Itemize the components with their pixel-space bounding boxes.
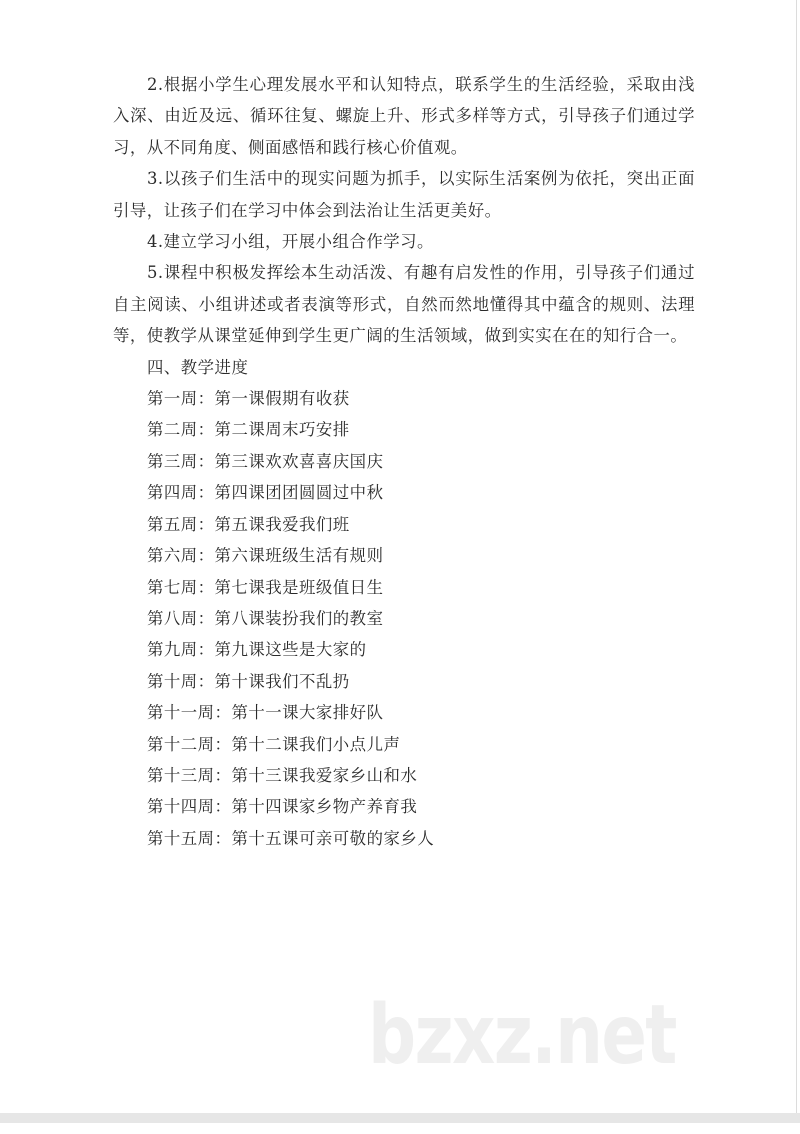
section-heading: 四、教学进度 (147, 357, 249, 377)
schedule-item: 第二周：第二课周末巧安排 (147, 420, 350, 440)
schedule-item: 第六周：第六课班级生活有规则 (147, 546, 384, 566)
schedule-item: 第十一周：第十一课大家排好队 (147, 703, 384, 723)
schedule-item: 第十四周：第十四课家乡物产养育我 (147, 797, 418, 817)
watermark-logo: bzxz.net (368, 988, 676, 1083)
paragraph-5: 5.课程中积极发挥绘本生动活泼、有趣有启发性的作用，引导孩子们通过自主阅读、小组讲述或者表演等形式，自然而然地懂得其中蕴含的规则、法理等，使教学从课堂延伸到学生更广阔的生活领域，做到实实在在的知行合一。 (113, 263, 695, 346)
schedule-item: 第五周：第五课我爱我们班 (147, 514, 350, 534)
schedule-item: 第十周：第十课我们不乱扔 (147, 671, 350, 691)
schedule-item: 第十二周：第十二课我们小点儿声 (147, 734, 401, 754)
schedule-item: 第七周：第七课我是班级值日生 (147, 577, 384, 597)
paragraph-4: 4.建立学习小组，开展小组合作学习。 (147, 232, 434, 252)
schedule-item: 第四周：第四课团团圆圆过中秋 (147, 483, 384, 503)
schedule-item: 第十五周：第十五课可亲可敬的家乡人 (147, 828, 435, 848)
schedule-list (113, 383, 695, 854)
schedule-item: 第十三周：第十三课我爱家乡山和水 (147, 765, 418, 785)
page-gap (0, 1113, 800, 1123)
paragraph-3: 3.以孩子们生活中的现实问题为抓手，以实际生活案例为依托，突出正面引导，让孩子们在学习中体会到法治让生活更美好。 (113, 169, 695, 220)
schedule-item: 第九周：第九课这些是大家的 (147, 640, 367, 660)
schedule-item: 第三周：第三课欢欢喜喜庆国庆 (147, 451, 384, 471)
paragraph-2: 2.根据小学生心理发展水平和认知特点，联系学生的生活经验，采取由浅入深、由近及远、循环往复、螺旋上升、形式多样等方式，引导孩子们通过学习，从不同角度、侧面感悟和践行核心价值观。 (113, 75, 695, 157)
document-body (113, 69, 695, 854)
schedule-item: 第一周：第一课假期有收获 (147, 389, 350, 409)
schedule-item: 第八周：第八课装扮我们的教室 (147, 608, 384, 628)
